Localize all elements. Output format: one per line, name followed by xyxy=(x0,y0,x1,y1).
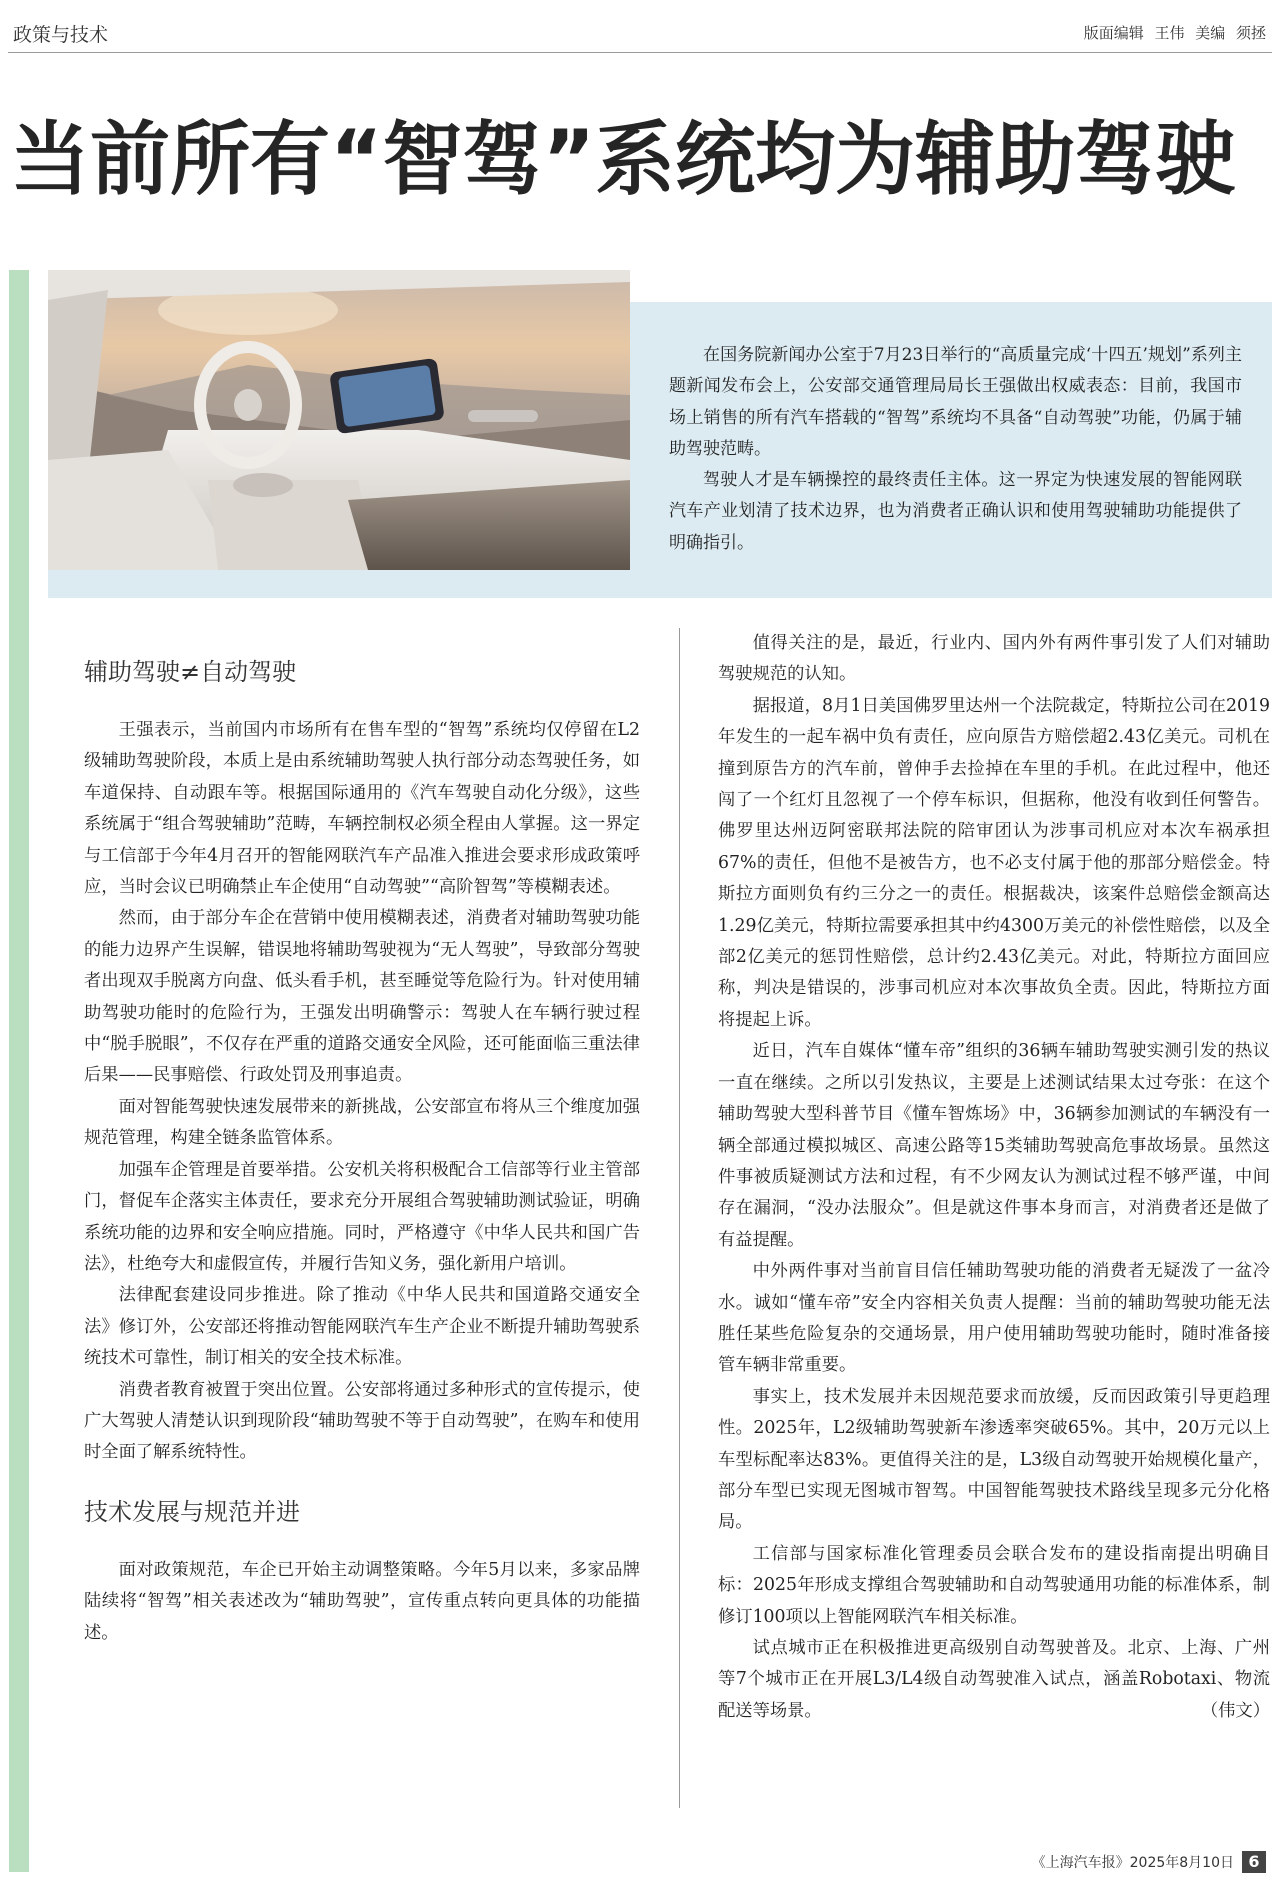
section-label: 政策与技术 xyxy=(13,24,109,46)
paragraph: 工信部与国家标准化管理委员会联合发布的建设指南提出明确目标：2025年形成支撑组合驾驶辅助和自动驾驶通用功能的标准体系，制修订100项以上智能网联汽车相关标准。 xyxy=(718,1543,1270,1627)
paragraph: 面对政策规范，车企已开始主动调整策略。今年5月以来，多家品牌陆续将“智驾”相关表述改为“辅助驾驶”，宣传重点转向更具体的功能描述。 xyxy=(84,1559,640,1643)
column-divider xyxy=(679,628,680,1808)
subheading-2: 技术发展与规范并进 xyxy=(84,1497,300,1526)
paragraph: 值得关注的是，最近，行业内、国内外有两件事引发了人们对辅助驾驶规范的认知。 xyxy=(718,633,1270,685)
page-number: 6 xyxy=(1242,1851,1266,1873)
right-column xyxy=(718,628,1270,1727)
paragraph: 近日，汽车自媒体“懂车帝”组织的36辆车辅助驾驶实测引发的热议一直在继续。之所以引发热议，主要是上述测试结果太过夸张：在这个辅助驾驶大型科普节目《懂车智炼场》中，36辆参加测试的车辆没有一辆全部通过模拟城区、高速公路等15类辅助驾驶高危事故场景。虽然这件事被质疑测试方法和过程，有不少网友认为测试过程不够严谨，中间存在漏洞，“没办法服众”。但是就这件事本身而言，对消费者还是做了有益提醒。 xyxy=(718,1041,1270,1250)
car-interior-photo xyxy=(48,270,630,570)
paragraph: 消费者教育被置于突出位置。公安部将通过多种形式的宣传提示，使广大驾驶人清楚认识到现阶段“辅助驾驶不等于自动驾驶”，在购车和使用时全面了解系统特性。 xyxy=(84,1379,640,1463)
paragraph: 据报道，8月1日美国佛罗里达州一个法院裁定，特斯拉公司在2019年发生的一起车祸中负有责任，应向原告方赔偿超2.43亿美元。司机在撞到原告方的汽车前，曾伸手去捡掉在车里的手机。在此过程中，他还闯了一个红灯且忽视了一个停车标识，但据称，他没有收到任何警告。佛罗里达州迈阿密联邦法院的陪审团认为涉事司机应对本次车祸承担67%的责任，但他不是被告方，也不必支付属于他的那部分赔偿金。特斯拉方面则负有约三分之一的责任。根据裁决，该案件总赔偿金额高达1.29亿美元，特斯拉需要承担其中约4300万美元的补偿性赔偿，以及全部2亿美元的惩罚性赔偿，总计约2.43亿美元。对此，特斯拉方面回应称，判决是错误的，涉事司机应对本次事故负全责。因此，特斯拉方面将提起上诉。 xyxy=(718,695,1270,1030)
paragraph: 中外两件事对当前盲目信任辅助驾驶功能的消费者无疑泼了一盆冷水。诚如“懂车帝”安全内容相关负责人提醒：当前的辅助驾驶功能无法胜任某些危险复杂的交通场景，用户使用辅助驾驶功能时，随时准备接管车辆非常重要。 xyxy=(718,1261,1270,1376)
paragraph: 加强车企管理是首要举措。公安机关将积极配合工信部等行业主管部门，督促车企落实主体责任，要求充分开展组合驾驶辅助测试验证，明确系统功能的边界和安全响应措施。同时，严格遵守《中华人民共和国广告法》，杜绝夸大和虚假宣传，并履行告知义务，强化新用户培训。 xyxy=(84,1159,640,1274)
left-column xyxy=(84,655,640,1649)
paragraph: 法律配套建设同步推进。除了推动《中华人民共和国道路交通安全法》修订外，公安部还将推动智能网联汽车生产企业不断提升辅助驾驶系统技术可靠性，制订相关的安全技术标准。 xyxy=(84,1285,640,1369)
byline: （伟文） xyxy=(1200,1700,1270,1721)
paragraph-text: 试点城市正在积极推进更高级别自动驾驶普及。北京、上海、广州等7个城市正在开展L3/L4级自动驾驶准入试点，涵盖Robotaxi、物流配送等场景。 xyxy=(718,1638,1270,1721)
headline: 当前所有“智驾”系统均为辅助驾驶 xyxy=(10,113,1236,206)
editor-credits: 版面编辑 王伟 美编 须拯 xyxy=(1083,24,1266,42)
intro-paragraph-2: 驾驶人才是车辆操控的最终责任主体。这一界定为快速发展的智能网联汽车产业划清了技术边界，也为消费者正确认识和使用驾驶辅助功能提供了明确指引。 xyxy=(669,470,1242,553)
footer xyxy=(1032,1851,1266,1873)
paragraph xyxy=(718,1633,1270,1727)
intro-paragraph-1: 在国务院新闻办公室于7月23日举行的“高质量完成‘十四五’规划”系列主题新闻发布会上，公安部交通管理局局长王强做出权威表态：目前，我国市场上销售的所有汽车搭载的“智驾”系统均不具备“自动驾驶”功能，仍属于辅助驾驶范畴。 xyxy=(669,345,1242,459)
header-rule xyxy=(8,52,1272,53)
paragraph: 事实上，技术发展并未因规范要求而放缓，反而因政策引导更趋理性。2025年，L2级辅助驾驶新车渗透率突破65%。其中，20万元以上车型标配率达83%。更值得关注的是，L3级自动驾驶开始规模化量产，部分车型已实现无图城市智驾。中国智能驾驶技术路线呈现多元分化格局。 xyxy=(718,1386,1270,1533)
paragraph: 然而，由于部分车企在营销中使用模糊表述，消费者对辅助驾驶功能的能力边界产生误解，错误地将辅助驾驶视为“无人驾驶”，导致部分驾驶者出现双手脱离方向盘、低头看手机，甚至睡觉等危险行为。针对使用辅助驾驶功能时的危险行为，王强发出明确警示：驾驶人在车辆行驶过程中“脱手脱眼”，不仅存在严重的道路交通安全风险，还可能面临三重法律后果——民事赔偿、行政处罚及刑事追责。 xyxy=(84,908,640,1086)
paragraph: 面对智能驾驶快速发展带来的新挑战，公安部宣布将从三个维度加强规范管理，构建全链条监管体系。 xyxy=(84,1096,640,1149)
intro-text xyxy=(669,340,1242,559)
paragraph: 王强表示，当前国内市场所有在售车型的“智驾”系统均仅停留在L2级辅助驾驶阶段，本质上是由系统辅助驾驶人执行部分动态驾驶任务，如车道保持、自动跟车等。根据国际通用的《汽车驾驶自动化分级》，这些系统属于“组合驾驶辅助”范畴，车辆控制权必须全程由人掌握。这一界定与工信部于今年4月召开的智能网联汽车产品准入推进会要求形成政策呼应，当时会议已明确禁止车企使用“自动驾驶”“高阶智驾”等模糊表述。 xyxy=(84,720,640,898)
newspaper-date: 《上海汽车报》2025年8月10日 xyxy=(1031,1855,1234,1871)
green-side-bar xyxy=(9,270,29,1872)
subheading-1: 辅助驾驶≠自动驾驶 xyxy=(84,658,297,686)
